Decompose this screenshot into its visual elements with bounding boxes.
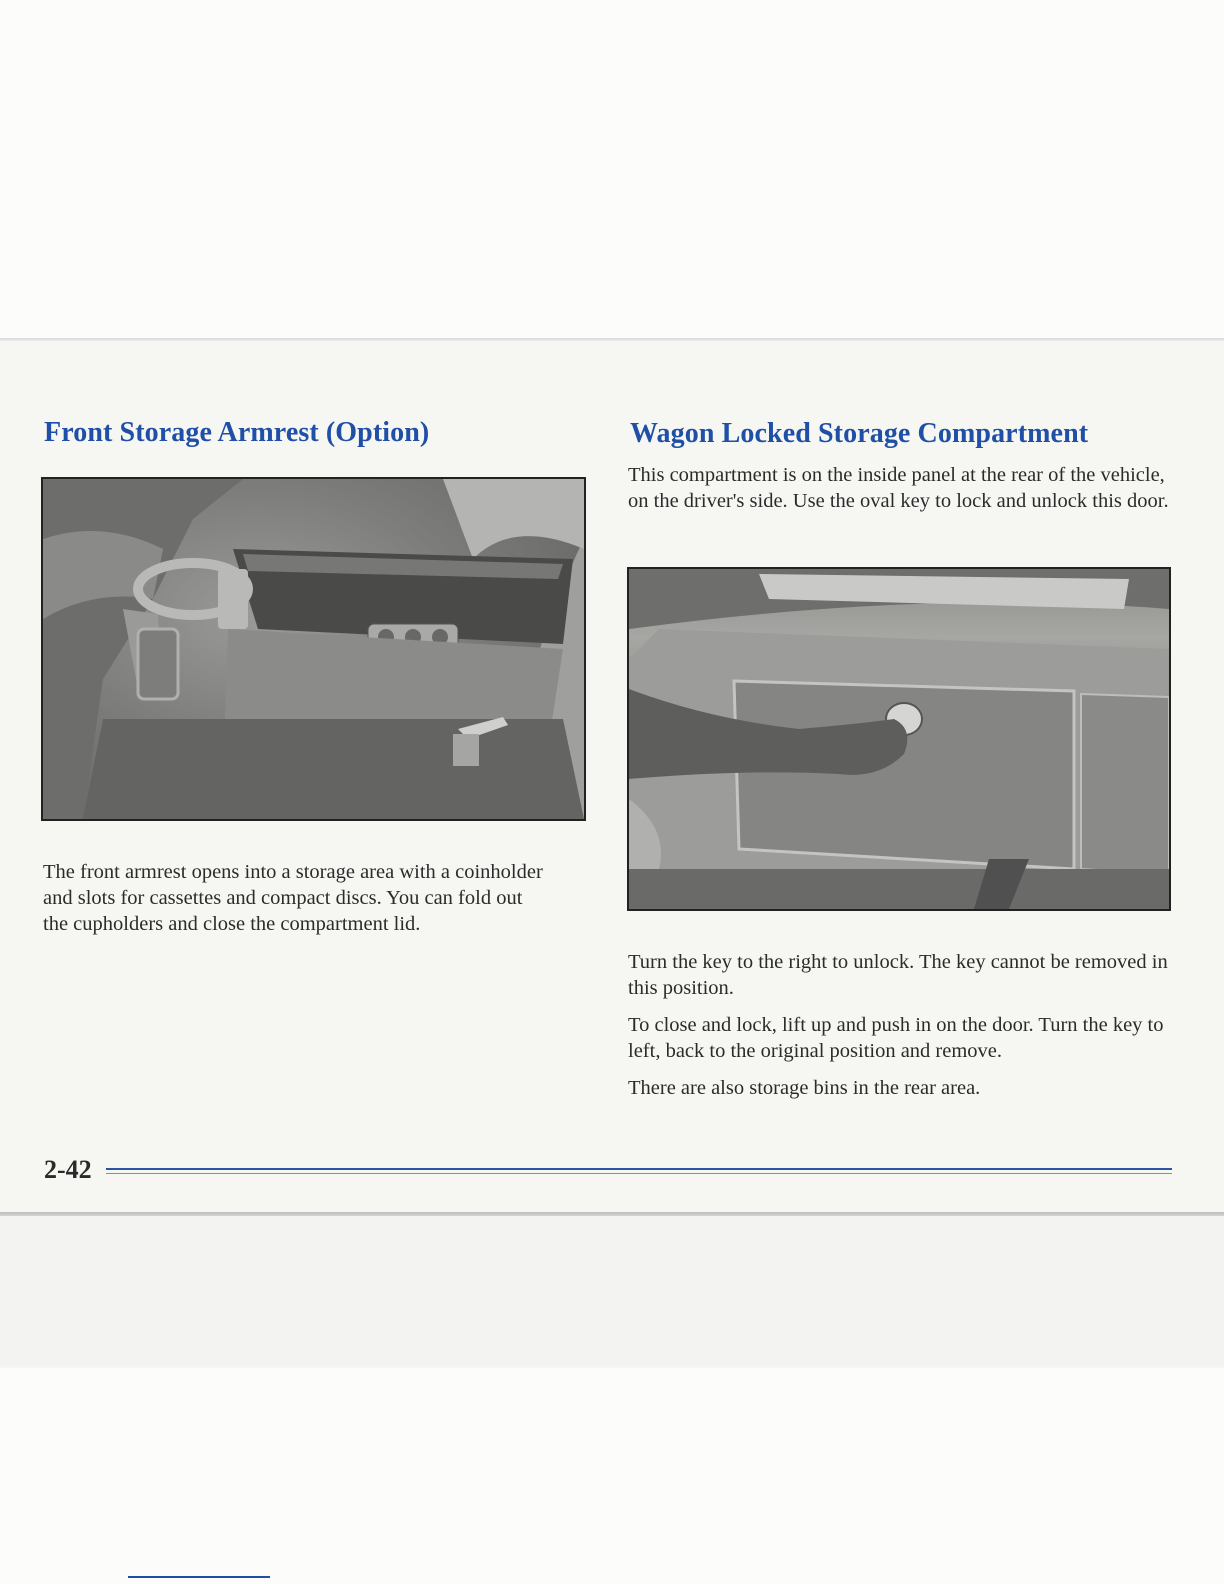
heading-front-storage-armrest: Front Storage Armrest (Option): [44, 417, 430, 448]
storage-door-illustration: [629, 569, 1169, 909]
armrest-description: The front armrest opens into a storage area with a coinholder and slots for cassettes and compact discs. You can fold out the cupholders and close the compartment lid.: [43, 861, 543, 935]
footer-rule-secondary: [106, 1173, 1172, 1174]
lock-instructions: To close and lock, lift up and push in on the door. Turn the key to left, back to the original position and remove.: [628, 1014, 1164, 1062]
rear-bins-note: There are also storage bins in the rear area.: [628, 1077, 981, 1099]
armrest-photo: [41, 477, 586, 821]
storage-door-photo: [627, 567, 1171, 911]
heading-wagon-locked-storage: Wagon Locked Storage Compartment: [630, 418, 1089, 449]
footer-rule: [106, 1168, 1172, 1170]
sheet-top-edge: [0, 338, 1224, 341]
bottom-stub-rule: [128, 1576, 270, 1578]
compartment-intro: This compartment is on the inside panel at the rear of the vehicle, on the driver's side. Use the oval key to lock and unlock this door.: [628, 464, 1169, 512]
armrest-illustration: [43, 479, 584, 819]
scan-margin: [0, 1216, 1224, 1366]
page-number: 2-42: [44, 1155, 92, 1184]
unlock-instructions: Turn the key to the right to unlock. The key cannot be removed in this position.: [628, 951, 1168, 999]
